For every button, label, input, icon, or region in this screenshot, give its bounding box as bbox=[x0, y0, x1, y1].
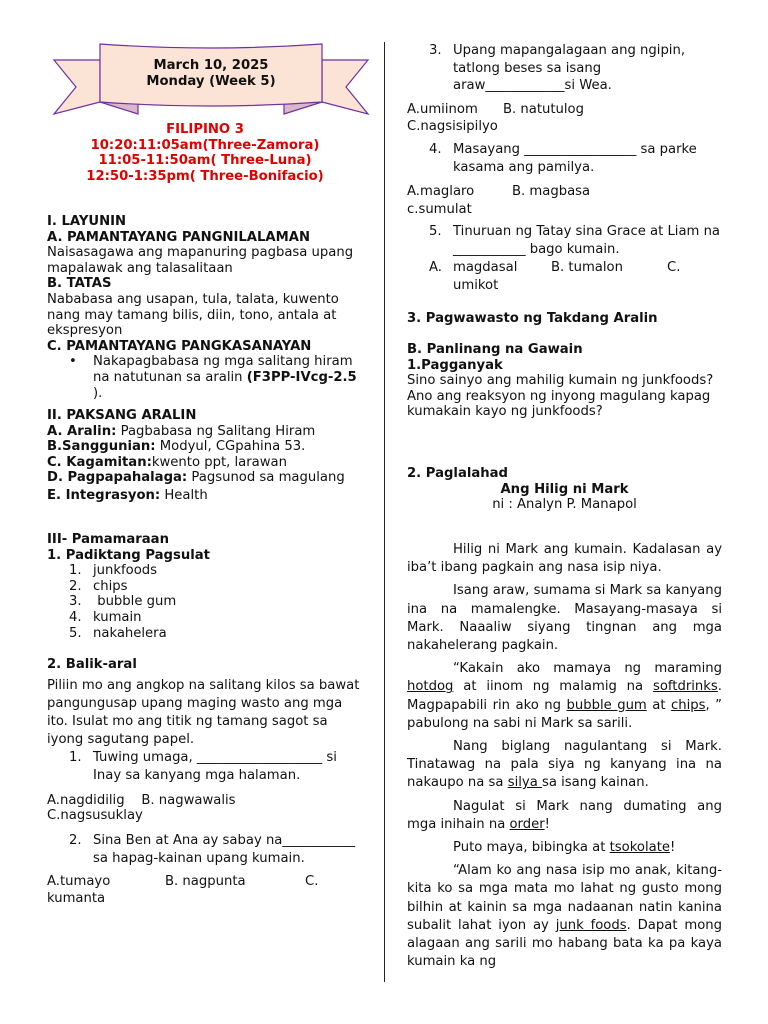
kagamitan-line bbox=[47, 455, 363, 471]
paksa-heading: II. PAKSANG ARALIN bbox=[47, 408, 197, 423]
pamamaraan-heading: III- Pamamaraan bbox=[47, 532, 169, 547]
sanggunian-value: Modyul, CGpahina 53. bbox=[159, 439, 306, 455]
question-3-block bbox=[407, 42, 722, 136]
question-1: 1. Tuwing umaga, ___________________ si Inay sa kanyang mga halaman. bbox=[69, 749, 337, 783]
sanggunian-label: B.Sanggunian: bbox=[47, 439, 156, 455]
paglalahad-section bbox=[407, 466, 722, 513]
list-item: 2. chips bbox=[69, 578, 128, 594]
pangkasanayan-bullet-text: Nakapagbabasa ng mga salitang hiram na natutunan sa aralin bbox=[93, 354, 353, 385]
aralin-value: Pagbabasa ng Salitang Hiram bbox=[120, 423, 316, 439]
pamamaraan-section bbox=[47, 532, 363, 641]
schedule-line-1: 10:20:11:05am(Three-Zamora) bbox=[90, 137, 320, 153]
integrasyon-label: E. Integrasyon: bbox=[47, 487, 161, 503]
panlinang-section bbox=[407, 342, 722, 420]
question-1-choices: A.nagdidilig B. nagwawalis C.nagsusuklay bbox=[47, 792, 236, 824]
question-4: 4. Masayang _________________ sa parke kasama ang pamilya. bbox=[429, 142, 697, 175]
layunin-heading: I. LAYUNIN bbox=[47, 214, 127, 229]
aralin-label: A. Aralin: bbox=[47, 423, 117, 439]
story-paragraph-7: “Alam ko ang nasa isip mo anak, kitang-kita ko sa mga mata mo lahat ng gusto mong bilhin at kainin sa mga nadaanan natin kanina subalit lahat iyon ay junk foods. Dapat mong alagaan ang sarili mo habang bata ka pa kaya kumain ka ng bbox=[407, 863, 722, 970]
banner-day: Monday (Week 5) bbox=[146, 73, 276, 89]
pangkasanayan-code: (F3PP-IVcg-2.5 bbox=[246, 369, 357, 385]
pangkasanayan-heading: C. PAMANTAYANG PANGKASANAYAN bbox=[47, 338, 312, 354]
question-5-block bbox=[407, 223, 722, 296]
question-5-choices: A. magdasal B. tumalon C. umikot bbox=[429, 260, 681, 293]
schedule-line-2: 11:05-11:50am( Three-Luna) bbox=[98, 153, 312, 169]
pangkasanayan-end: ). bbox=[93, 385, 103, 401]
question-4-block bbox=[407, 141, 722, 219]
paglalahad-heading: 2. Paglalahad bbox=[407, 466, 508, 481]
list-item: 1. junkfoods bbox=[69, 563, 158, 579]
question-3-choices: A.umiinom B. natutulog C.nagsisipilyo bbox=[407, 101, 584, 134]
story-title: Ang Hilig ni Mark bbox=[500, 481, 629, 497]
balik-aral-instructions: Piliin mo ang angkop na salitang kilos sa bawat pangungusap upang maging wasto ang mga ito. Isulat mo ang titik ng tamang sagot sa iyong sagutang papel. bbox=[47, 677, 360, 747]
pagsulat-list bbox=[47, 563, 363, 641]
kagamitan-value: kwento ppt, larawan bbox=[151, 454, 287, 470]
balik-aral-heading: 2. Balik-aral bbox=[47, 657, 137, 672]
column-divider bbox=[384, 42, 385, 982]
story-paragraph-6: Puto maya, bibingka at tsokolate! bbox=[453, 840, 676, 856]
pagpapahalaga-label: D. Pagpapahalaga: bbox=[47, 470, 188, 486]
story-paragraph-5: Nagulat si Mark nang dumating ang mga inihain na order! bbox=[407, 798, 722, 832]
question-5: 5. Tinuruan ng Tatay sina Grace at Liam na ___________ bago kumain. bbox=[429, 224, 721, 257]
story-body bbox=[407, 541, 722, 971]
tatas-text: Nababasa ang usapan, tula, talata, kuwento nang may tamang bilis, diin, tono, antala at ekspresyon bbox=[47, 291, 339, 339]
pagsulat-heading: 1. Padiktang Pagsulat bbox=[47, 547, 210, 563]
schedule-line-3: 12:50-1:35pm( Three-Bonifacio) bbox=[86, 168, 324, 184]
list-item: 4. kumain bbox=[69, 609, 142, 625]
list-item: 5. nakahelera bbox=[69, 625, 167, 641]
question-3: 3. Upang mapangalagaan ang ngipin, tatlong beses sa isang araw____________si Wea. bbox=[429, 43, 686, 93]
integrasyon-value: Health bbox=[164, 487, 208, 503]
bullet-icon: • bbox=[69, 354, 77, 370]
aralin-line bbox=[47, 424, 363, 440]
story-author: ni : Analyn P. Manapol bbox=[492, 497, 637, 513]
pamantayang-pangnilalaman-heading: A. PAMANTAYANG PANGNILALAMAN bbox=[47, 229, 310, 245]
banner-date: March 10, 2025 bbox=[153, 58, 269, 73]
integrasyon-line bbox=[47, 488, 363, 504]
pagganyak-text: Sino sainyo ang mahilig kumain ng junkfoods? Ano ang reaksyon ng inyong magulang kapag kumakain kayo ng junkfoods? bbox=[407, 373, 714, 420]
balik-aral-section bbox=[47, 657, 363, 824]
story-paragraph-2: Isang araw, sumama si Mark sa kanyang ina na mamalengke. Masayang-masaya si Mark. Naaaliw siyang tingnan ang mga nakahelerang pagkain. bbox=[407, 583, 722, 654]
list-item: 3. bubble gum bbox=[69, 594, 177, 610]
sanggunian-line bbox=[47, 439, 363, 455]
pagganyak-heading: 1.Pagganyak bbox=[407, 357, 503, 373]
question-2-choices: A.tumayo B. nagpunta C. kumanta bbox=[47, 874, 319, 906]
story-paragraph-3: “Kakain ako mamaya ng maraming hotdog at iinom ng malamig na softdrinks. Magpapabili rin ako ng bubble gum at chips, ” pabulong na sabi ni Mark sa sarili. bbox=[407, 661, 722, 731]
pamantayang-pangnilalaman-text: Naisasagawa ang mapanuring pagbasa upang mapalawak ang talasalitaan bbox=[47, 245, 354, 276]
tatas-heading: B. TATAS bbox=[47, 276, 112, 292]
subject-block bbox=[47, 122, 363, 184]
pangkasanayan-bullet bbox=[47, 354, 363, 401]
layunin-section bbox=[47, 214, 363, 401]
pagwawasto-heading: 3. Pagwawasto ng Takdang Aralin bbox=[407, 311, 658, 326]
subject-title: FILIPINO 3 bbox=[166, 122, 244, 137]
paksa-section bbox=[47, 408, 363, 504]
panlinang-heading: B. Panlinang na Gawain bbox=[407, 342, 583, 357]
pagpapahalaga-value: Pagsunod sa magulang bbox=[191, 470, 345, 486]
banner-text bbox=[100, 58, 322, 89]
pagpapahalaga-line bbox=[47, 470, 363, 486]
question-2: 2. Sina Ben at Ana ay sabay na___________ sa hapag-kainan upang kumain. bbox=[69, 833, 355, 866]
question-2-block bbox=[47, 832, 363, 910]
kagamitan-label: C. Kagamitan: bbox=[47, 454, 152, 470]
question-4-choices: A.maglaro B. magbasa c.sumulat bbox=[407, 184, 591, 217]
story-paragraph-4: Nang biglang nagulantang si Mark. Tinatawag na pala siya ng kanyang ina na nakaupo na sa silya sa isang kainan. bbox=[407, 739, 722, 791]
story-paragraph-1: Hilig ni Mark ang kumain. Kadalasan ay iba’t ibang pagkain ang nasa isip niya. bbox=[407, 542, 722, 576]
